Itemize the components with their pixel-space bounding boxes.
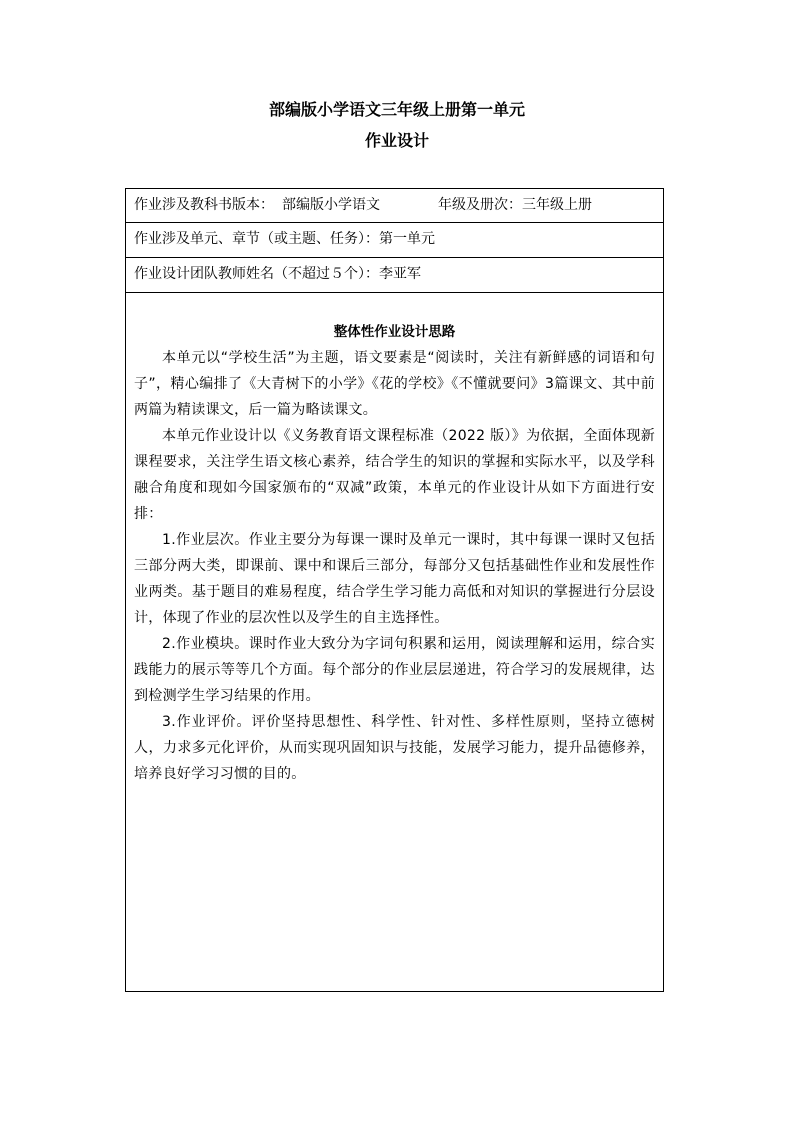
- grade-value: 三年级上册: [522, 197, 592, 213]
- unit-row: [126, 223, 663, 258]
- paragraph-basis: 本单元作业设计以《义务教育语文课程标准（2022 版）》为依据，全面体现新课程要求，关注学生语文核心素养，结合学生的知识的掌握和实际水平，以及学科融合角度和现如今国家颁布的“双减”政策，本单元的作业设计从如下方面进行安排：: [134, 428, 655, 522]
- paragraph-modules: 2.作业模块。课时作业大致分为字词句积累和运用，阅读理解和运用，综合实践能力的展示等等几个方面。每个部分的作业层层递进，符合学习的发展规律，达到检测学生学习结果的作用。: [134, 636, 655, 704]
- grade-label: 年级及册次：: [438, 197, 522, 213]
- unit-label: 作业涉及单元、章节（或主题、任务）：: [134, 231, 379, 247]
- textbook-label: 作业涉及教科书版本：: [134, 197, 274, 213]
- textbook-value: 部编版小学语文: [282, 197, 380, 213]
- paragraph-levels: 1.作业层次。作业主要分为每课一课时及单元一课时，其中每课一课时又包括三部分两大类，即课前、课中和课后三部分，每部分又包括基础性作业和发展性作业两类。基于题目的难易程度，结合学生学习能力高低和对知识的掌握进行分层设计，体现了作业的层次性以及学生的自主选择性。: [134, 532, 655, 626]
- design-section: [126, 293, 663, 787]
- section-title: 整体性作业设计思路: [333, 324, 456, 340]
- unit-value: 第一单元: [379, 231, 435, 247]
- team-value: 李亚军: [379, 266, 421, 282]
- document-title: 部编版小学语文三年级上册第一单元: [268, 100, 525, 119]
- team-label: 作业设计团队教师姓名（不超过５个）：: [134, 266, 379, 282]
- textbook-row: [126, 189, 663, 223]
- paragraph-theme: 本单元以“学校生活”为主题，语文要素是“阅读时，关注有新鲜感的词语和句子”，精心编排了《大青树下的小学》《花的学校》《不懂就要问》3篇课文、其中前两篇为精读课文，后一篇为略读课文。: [134, 350, 655, 418]
- info-table: [125, 188, 664, 992]
- team-row: [126, 258, 663, 293]
- document-subtitle: 作业设计: [364, 131, 429, 150]
- paragraph-evaluation: 3.作业评价。评价坚持思想性、科学性、针对性、多样性原则，坚持立德树人，力求多元化评价，从而实现巩固知识与技能，发展学习能力，提升品德修养，培养良好学习习惯的目的。: [134, 714, 655, 782]
